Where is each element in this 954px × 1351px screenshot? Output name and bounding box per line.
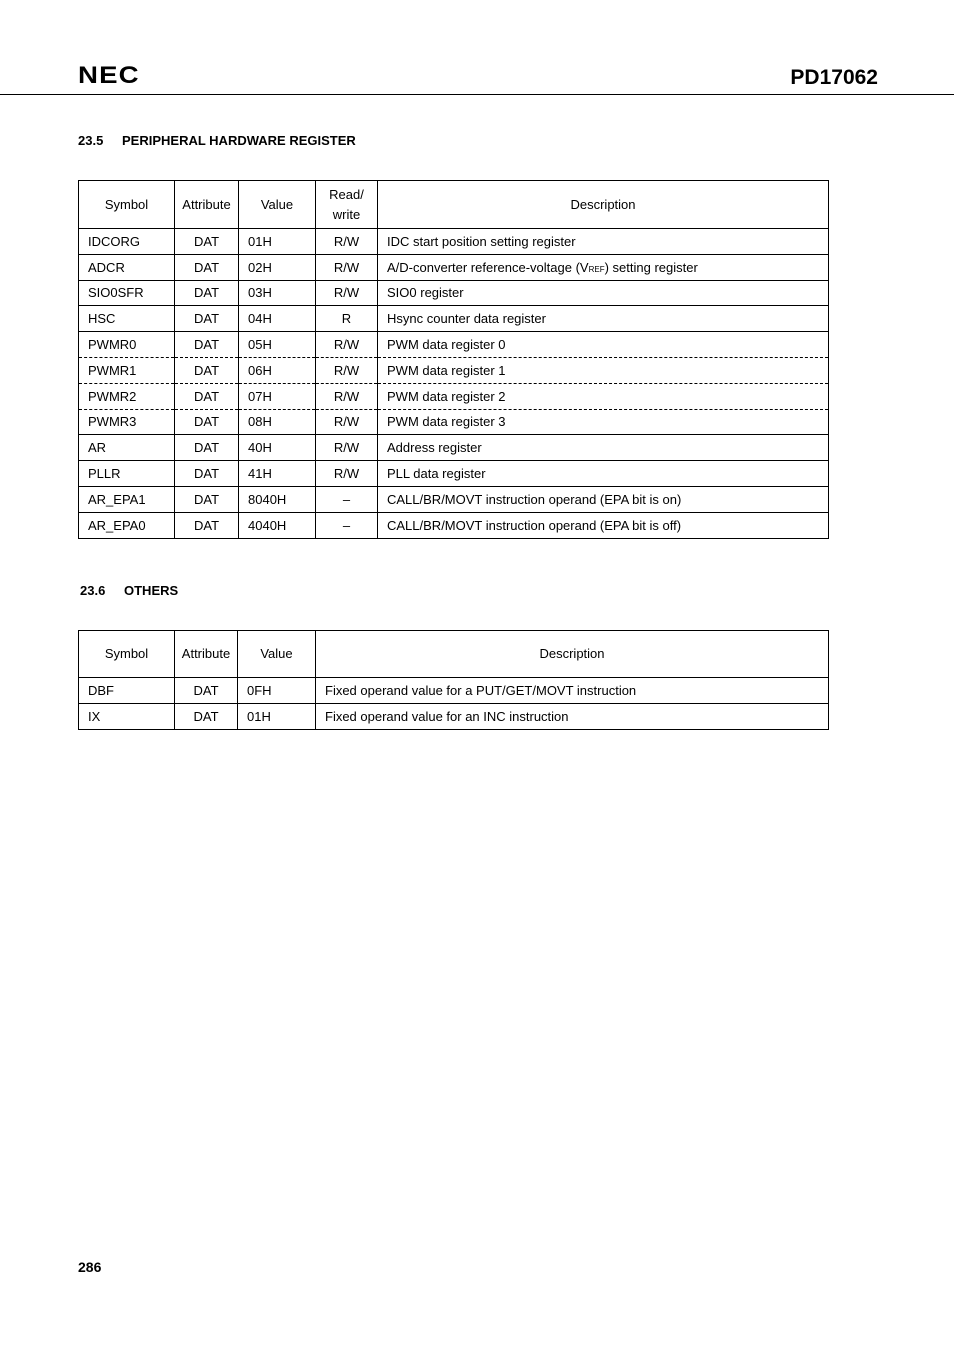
cell-attribute: DAT xyxy=(175,357,239,383)
col-attribute: Attribute xyxy=(175,181,239,229)
cell-rw: R/W xyxy=(316,229,378,255)
cell-attribute: DAT xyxy=(175,703,238,729)
cell-symbol: AR_EPA1 xyxy=(79,486,175,512)
cell-symbol: PWMR0 xyxy=(79,332,175,358)
cell-attribute: DAT xyxy=(175,512,239,538)
table-row xyxy=(79,486,829,512)
cell-description: IDC start position setting register xyxy=(378,229,829,255)
others-table xyxy=(78,630,829,730)
cell-value: 40H xyxy=(239,435,316,461)
cell-rw: – xyxy=(316,486,378,512)
table-header-row xyxy=(79,631,829,678)
cell-rw: R/W xyxy=(316,357,378,383)
col-value: Value xyxy=(239,181,316,229)
cell-rw: R/W xyxy=(316,254,378,280)
cell-rw: – xyxy=(316,512,378,538)
table-row xyxy=(79,461,829,487)
cell-symbol: IDCORG xyxy=(79,229,175,255)
description-pre: A/D-converter reference-voltage (V xyxy=(387,259,589,275)
page-number: 286 xyxy=(78,1259,102,1275)
cell-symbol: HSC xyxy=(79,306,175,332)
cell-attribute: DAT xyxy=(175,678,238,704)
description-subscript: REF xyxy=(588,264,605,274)
cell-attribute: DAT xyxy=(175,306,239,332)
cell-description: SIO0 register xyxy=(378,280,829,306)
cell-rw: R/W xyxy=(316,435,378,461)
cell-symbol: PLLR xyxy=(79,461,175,487)
cell-description: Fixed operand value for a PUT/GET/MOVT instruction xyxy=(316,678,829,704)
cell-value: 03H xyxy=(239,280,316,306)
section-number: 23.5 xyxy=(78,133,104,148)
cell-symbol: PWMR2 xyxy=(79,383,175,409)
table-row xyxy=(79,357,829,383)
cell-value: 8040H xyxy=(239,486,316,512)
table-row xyxy=(79,512,829,538)
cell-attribute: DAT xyxy=(175,383,239,409)
cell-value: 08H xyxy=(239,409,316,435)
cell-attribute: DAT xyxy=(175,332,239,358)
cell-description: PWM data register 1 xyxy=(378,357,829,383)
nec-logo: NEC xyxy=(78,62,140,89)
table-row xyxy=(79,703,829,729)
col-rw-line2: write xyxy=(332,206,361,222)
cell-symbol: PWMR1 xyxy=(79,357,175,383)
cell-description: Hsync counter data register xyxy=(378,306,829,332)
cell-rw: R/W xyxy=(316,409,378,435)
cell-description: PWM data register 3 xyxy=(378,409,829,435)
peripheral-register-table xyxy=(78,180,829,539)
cell-rw: R/W xyxy=(316,461,378,487)
section-number: 23.6 xyxy=(80,583,106,598)
cell-rw: R/W xyxy=(316,383,378,409)
header-rule xyxy=(0,94,954,95)
col-description: Description xyxy=(316,631,829,678)
table-row xyxy=(79,306,829,332)
col-description: Description xyxy=(378,181,829,229)
cell-value: 01H xyxy=(239,229,316,255)
col-symbol: Symbol xyxy=(79,181,175,229)
cell-description: PWM data register 0 xyxy=(378,332,829,358)
section-heading: OTHERS xyxy=(124,583,179,598)
cell-value: 01H xyxy=(238,703,316,729)
table-row xyxy=(79,280,829,306)
cell-value: 07H xyxy=(239,383,316,409)
section-title-23-6 xyxy=(80,583,178,598)
cell-attribute: DAT xyxy=(175,254,239,280)
table-row xyxy=(79,254,829,280)
table-header-row xyxy=(79,181,829,229)
cell-value: 04H xyxy=(239,306,316,332)
col-read-write xyxy=(316,181,378,229)
col-attribute: Attribute xyxy=(175,631,238,678)
table-row xyxy=(79,332,829,358)
cell-symbol: AR xyxy=(79,435,175,461)
cell-attribute: DAT xyxy=(175,486,239,512)
cell-rw: R/W xyxy=(316,280,378,306)
cell-attribute: DAT xyxy=(175,461,239,487)
cell-symbol: ADCR xyxy=(79,254,175,280)
cell-symbol: SIO0SFR xyxy=(79,280,175,306)
cell-attribute: DAT xyxy=(175,435,239,461)
cell-attribute: DAT xyxy=(175,229,239,255)
cell-description: PWM data register 2 xyxy=(378,383,829,409)
cell-description: PLL data register xyxy=(378,461,829,487)
col-value: Value xyxy=(238,631,316,678)
cell-value: 02H xyxy=(239,254,316,280)
cell-attribute: DAT xyxy=(175,280,239,306)
table-row xyxy=(79,409,829,435)
document-id: PD17062 xyxy=(790,66,878,89)
section-heading: PERIPHERAL HARDWARE REGISTER xyxy=(122,133,356,148)
cell-value: 0FH xyxy=(238,678,316,704)
cell-description: Address register xyxy=(378,435,829,461)
cell-rw: R xyxy=(316,306,378,332)
cell-value: 06H xyxy=(239,357,316,383)
cell-symbol: AR_EPA0 xyxy=(79,512,175,538)
cell-description: CALL/BR/MOVT instruction operand (EPA bit is on) xyxy=(378,486,829,512)
section-title-23-5 xyxy=(78,133,356,148)
table-row xyxy=(79,229,829,255)
table-row xyxy=(79,678,829,704)
cell-symbol: IX xyxy=(79,703,175,729)
table-row xyxy=(79,383,829,409)
cell-symbol: PWMR3 xyxy=(79,409,175,435)
cell-rw: R/W xyxy=(316,332,378,358)
col-rw-line1: Read/ xyxy=(329,186,364,202)
cell-value: 4040H xyxy=(239,512,316,538)
col-symbol: Symbol xyxy=(79,631,175,678)
cell-description: Fixed operand value for an INC instruction xyxy=(316,703,829,729)
cell-description: CALL/BR/MOVT instruction operand (EPA bit is off) xyxy=(378,512,829,538)
cell-attribute: DAT xyxy=(175,409,239,435)
cell-description xyxy=(378,254,829,280)
cell-value: 41H xyxy=(239,461,316,487)
cell-symbol: DBF xyxy=(79,678,175,704)
description-post: ) setting register xyxy=(604,259,698,275)
table-row xyxy=(79,435,829,461)
cell-value: 05H xyxy=(239,332,316,358)
